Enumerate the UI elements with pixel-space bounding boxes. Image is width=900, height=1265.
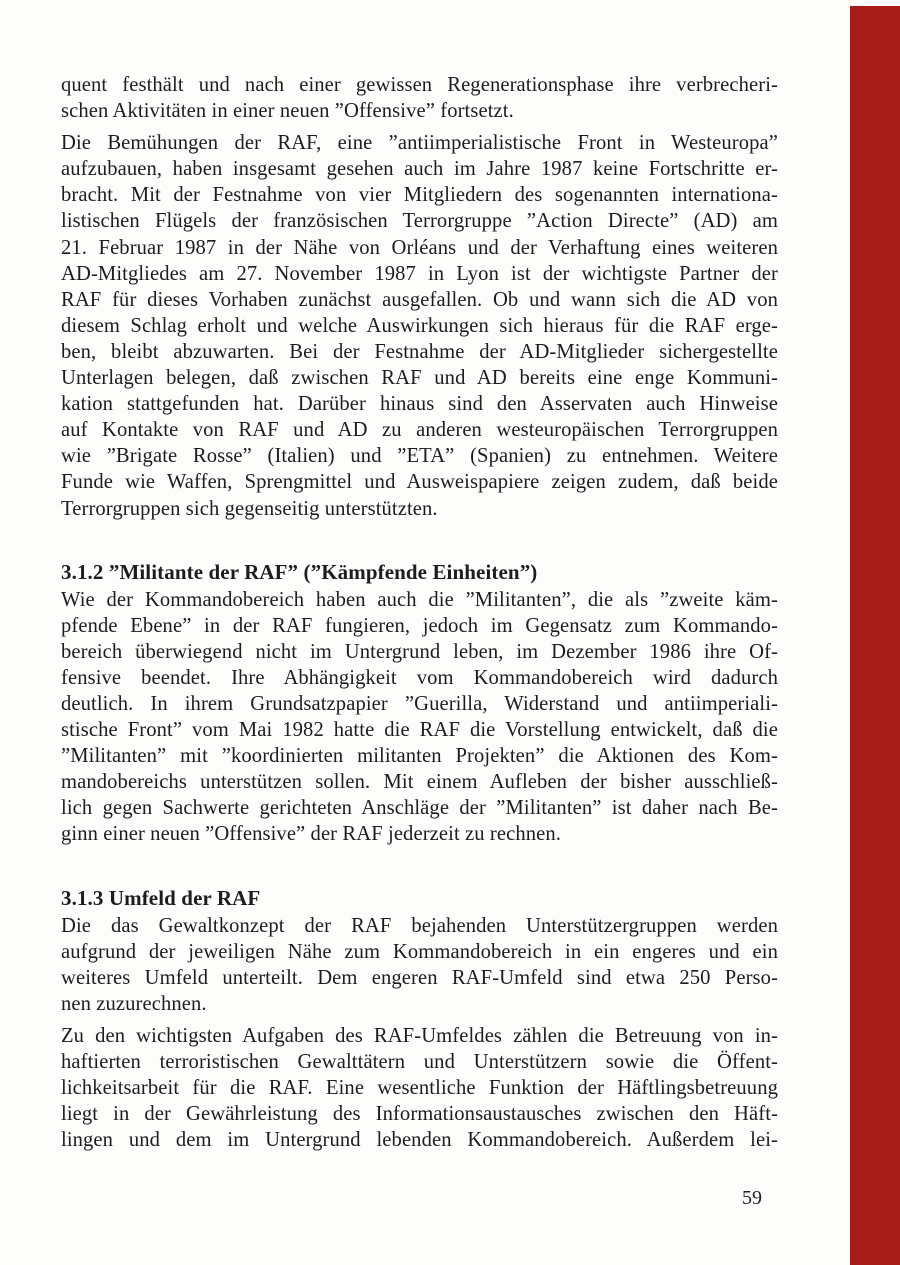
text-line: ginn einer neuen ”Offensive” der RAF jederzeit zu rechnen.	[61, 823, 562, 846]
text-line: Unterlagen belegen, daß zwischen RAF und AD bereits eine enge Kommuni-	[61, 367, 778, 390]
text-line: auf Kontakte von RAF und AD zu anderen westeuropäischen Terrorgruppen	[61, 419, 778, 442]
text-line: aufzubauen, haben insgesamt gesehen auch im Jahre 1987 keine Fortschritte er-	[61, 158, 778, 181]
paragraph-5	[61, 1023, 778, 1153]
text-line: deutlich. In ihrem Grundsatzpapier ”Guerilla, Widerstand und antiimperiali-	[61, 692, 778, 715]
text-line: haftierten terroristischen Gewalttätern und Unterstützern sowie die Öffent-	[61, 1051, 778, 1073]
text-line: Die das Gewaltkonzept der RAF bejahenden Unterstützergruppen werden	[61, 914, 778, 937]
text-line: listischen Flügels der französischen Terrorgruppe ”Action Directe” (AD) am	[61, 210, 778, 233]
page-body	[61, 72, 778, 1153]
text-line: wie ”Brigate Rosse” (Italien) und ”ETA” (Spanien) zu entnehmen. Weitere	[61, 445, 778, 468]
text-line: ben, bleibt abzuwarten. Bei der Festnahme der AD-Mitglieder sichergestellte	[61, 340, 778, 363]
text-line: fensive beendet. Ihre Abhängigkeit vom Kommandobereich wird dadurch	[61, 666, 778, 689]
page-number: 59	[742, 1187, 762, 1209]
text-line: Terrorgruppen sich gegenseitig unterstützten.	[61, 497, 438, 520]
text-line: Die Bemühungen der RAF, eine ”antiimperialistische Front in Westeuropa”	[61, 132, 778, 155]
text-line: Zu den wichtigsten Aufgaben des RAF-Umfeldes zählen die Betreuung von in-	[61, 1024, 778, 1047]
text-line: lich gegen Sachwerte gerichteten Anschläge der ”Militanten” ist daher nach Be-	[61, 797, 778, 820]
text-line: Funde wie Waffen, Sprengmittel und Ausweispapiere zeigen zudem, daß beide	[61, 471, 778, 494]
page-edge-top-gap	[850, 0, 900, 6]
paragraph-4	[61, 913, 778, 1017]
text-line: lichkeitsarbeit für die RAF. Eine wesentliche Funktion der Häftlingsbetreuung	[61, 1077, 778, 1100]
text-line: mandobereichs unterstützen sollen. Mit einem Aufleben der bisher ausschließ-	[61, 771, 778, 794]
text-line: weiteres Umfeld unterteilt. Dem engeren RAF-Umfeld sind etwa 250 Perso-	[61, 966, 778, 989]
section-heading-3-1-2: 3.1.2 ”Militante der RAF” (”Kämpfende Einheiten”)	[61, 559, 538, 584]
text-line: aufgrund der jeweiligen Nähe zum Kommandobereich in ein engeres und ein	[61, 940, 778, 963]
text-line: AD-Mitgliedes am 27. November 1987 in Lyon ist der wichtigste Partner der	[61, 262, 778, 285]
text-line: diesem Schlag erholt und welche Auswirkungen sich hieraus für die RAF erge-	[61, 314, 778, 337]
paragraph-1	[61, 72, 778, 124]
text-line: ”Militanten” mit ”koordinierten militanten Projekten” die Aktionen des Kom-	[61, 745, 778, 768]
text-line: bracht. Mit der Festnahme von vier Mitgliedern des sogenannten internationa-	[61, 184, 778, 207]
text-line: liegt in der Gewährleistung des Informationsaustausches zwischen den Häft-	[61, 1103, 778, 1126]
text-line: pfende Ebene” in der RAF fungieren, jedoch im Gegensatz zum Kommando-	[61, 614, 778, 637]
text-line: stische Front” vom Mai 1982 hatte die RAF die Vorstellung entwickelt, daß die	[61, 719, 778, 742]
text-line: lingen und dem im Untergrund lebenden Kommandobereich. Außerdem lei-	[61, 1129, 778, 1152]
page-edge-accent-bar	[850, 0, 900, 1265]
paragraph-3	[61, 587, 778, 848]
text-line: schen Aktivitäten in einer neuen ”Offensive” fortsetzt.	[61, 100, 514, 123]
section-heading-3-1-3: 3.1.3 Umfeld der RAF	[61, 885, 261, 910]
text-line: nen zuzurechnen.	[61, 992, 207, 1015]
text-line: Wie der Kommandobereich haben auch die ”Militanten”, die als ”zweite käm-	[61, 588, 778, 611]
text-line: 21. Februar 1987 in der Nähe von Orléans und der Verhaftung eines weiteren	[61, 236, 778, 259]
paragraph-2	[61, 130, 778, 521]
text-line: kation stattgefunden hat. Darüber hinaus sind den Asservaten auch Hinweise	[61, 393, 778, 416]
text-line: bereich überwiegend nicht im Untergrund leben, im Dezember 1986 ihre Of-	[61, 640, 778, 663]
text-line: quent festhält und nach einer gewissen Regenerationsphase ihre verbrecheri-	[61, 74, 778, 96]
text-line: RAF für dieses Vorhaben zunächst ausgefallen. Ob und wann sich die AD von	[61, 288, 778, 311]
